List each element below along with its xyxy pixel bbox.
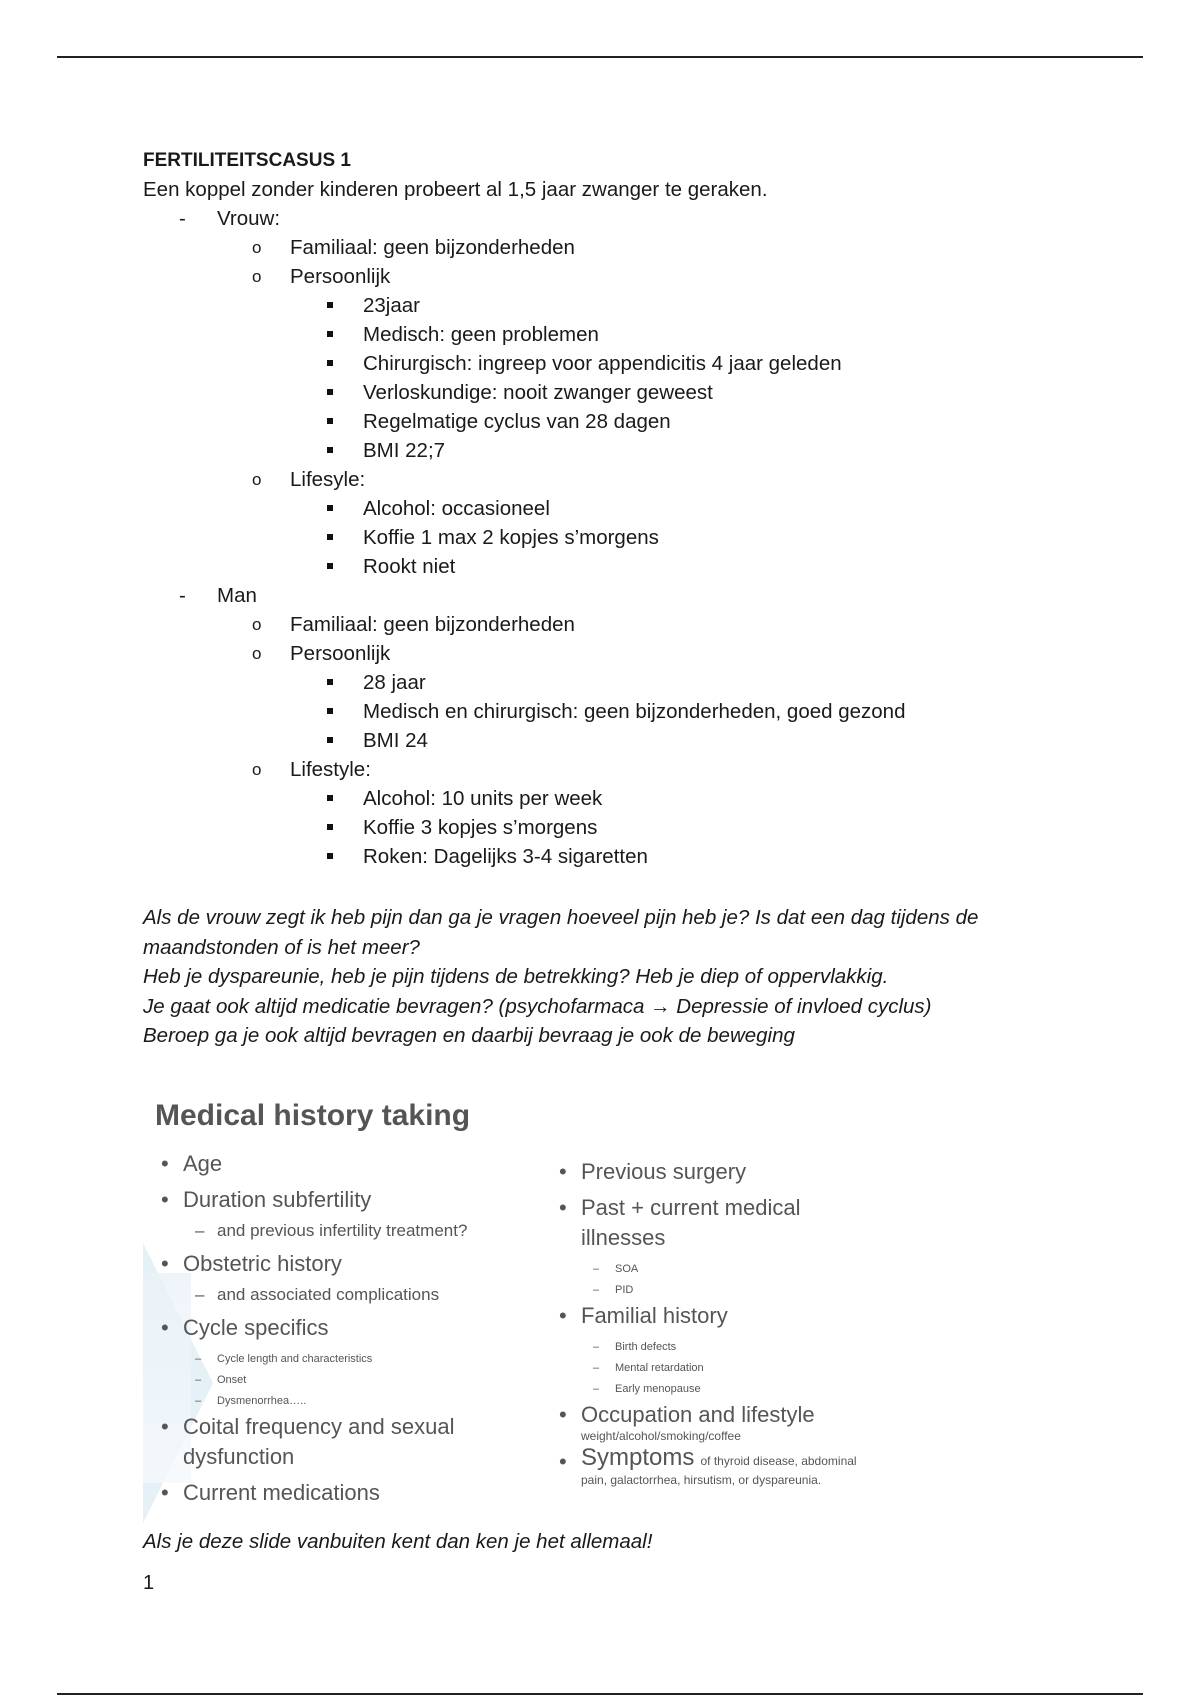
list-item: BMI 24	[290, 726, 1063, 755]
group-list	[217, 233, 1063, 581]
slide-subitem: – Cycle length and characteristics	[195, 1353, 373, 1365]
slide-item: • Current medications	[161, 1480, 380, 1505]
note-paragraph: Je gaat ook altijd medicatie bevragen? (psychofarmaca → Depressie of invloed cyclus)	[143, 994, 932, 1018]
circle-bullet-icon: o	[252, 470, 262, 489]
square-bullet-icon	[327, 824, 333, 830]
circle-bullet-icon: o	[252, 760, 262, 779]
person-item-man: - Man o Familiaal: geen bijzonderheden o Persoonlijk 28 jaar Medisch en chirurgisch: geen bijzonderheden, goed gezond BMI 24 o Lifestyle: Alcohol: 10 units per week Koffie 3 kopjes s’morgens Roken: Dagelijks 3-4 sigaretten	[143, 581, 1063, 871]
square-bullet-icon	[327, 418, 333, 424]
square-bullet-icon	[327, 389, 333, 395]
list-item: o Lifestyle: Alcohol: 10 units per week Koffie 3 kopjes s’morgens Roken: Dagelijks 3-4 sigaretten	[217, 755, 1063, 871]
circle-bullet-icon: o	[252, 644, 262, 663]
slide-item: • Occupation and lifestyle weight/alcohol/smoking/coffee	[553, 1400, 863, 1444]
slide-item: • Age	[161, 1151, 223, 1176]
slide-subitem: – and previous infertility treatment?	[195, 1221, 468, 1240]
note-paragraph: Beroep ga je ook altijd bevragen en daarbij bevraag je ook de beweging	[143, 1024, 795, 1047]
slide-subitem: – SOA	[593, 1263, 639, 1275]
slide-item: • Symptoms of thyroid disease, abdominal pain, galactorrhea, hirsutism, or dyspareunia.	[559, 1444, 857, 1487]
slide-item: • Familial history	[559, 1303, 728, 1328]
list-item: Regelmatige cyclus van 28 dagen	[290, 407, 1063, 436]
square-bullet-icon	[327, 795, 333, 801]
list-item: o Familiaal: geen bijzonderheden	[217, 610, 1063, 639]
list-item: Koffie 3 kopjes s’morgens	[290, 813, 1063, 842]
slide-subitem: – Mental retardation	[593, 1362, 704, 1374]
person-list	[143, 204, 1063, 871]
group-list	[217, 610, 1063, 871]
square-bullet-icon	[327, 331, 333, 337]
list-item: Verloskundige: nooit zwanger geweest	[290, 378, 1063, 407]
embedded-slide-image	[143, 1093, 863, 1525]
detail-list	[290, 291, 1063, 465]
square-bullet-icon	[327, 853, 333, 859]
slide-left-column	[155, 1149, 525, 1514]
list-item: Chirurgisch: ingreep voor appendicitis 4 jaar geleden	[290, 349, 1063, 378]
case-title: FERTILITEITSCASUS 1	[143, 150, 351, 171]
slide-subitem: – and associated complications	[195, 1285, 440, 1304]
page-number: 1	[143, 1572, 155, 1594]
slide-item: • Obstetric history	[161, 1251, 342, 1276]
list-item: 28 jaar	[290, 668, 1063, 697]
list-item: Koffie 1 max 2 kopjes s’morgens	[290, 523, 1063, 552]
slide-subitem: – Dysmenorrhea…..	[195, 1395, 307, 1407]
detail-list	[290, 668, 1063, 755]
slide-item: • Coital frequency and sexual dysfunction	[161, 1414, 455, 1469]
footer-rule	[57, 1693, 1143, 1695]
square-bullet-icon	[327, 302, 333, 308]
square-bullet-icon	[327, 534, 333, 540]
list-item: o Persoonlijk 23jaar Medisch: geen problemen Chirurgisch: ingreep voor appendicitis 4 jaar geleden Verloskundige: nooit zwanger geweest Regelmatige cyclus van 28 dagen BMI 22;7	[217, 262, 1063, 465]
list-item: Medisch: geen problemen	[290, 320, 1063, 349]
circle-bullet-icon: o	[252, 615, 262, 634]
document-body	[143, 146, 1063, 1051]
slide-item: • Previous surgery	[559, 1159, 747, 1184]
italic-notes	[143, 903, 1063, 1051]
case-intro: Een koppel zonder kinderen probeert al 1,5 jaar zwanger te geraken.	[143, 178, 768, 201]
note-paragraph: Als de vrouw zegt ik heb pijn dan ga je vragen hoeveel pijn heb je? Is dat een dag tijdens de maandstonden of is het meer?	[143, 906, 979, 959]
circle-bullet-icon: o	[252, 267, 262, 286]
list-item: BMI 22;7	[290, 436, 1063, 465]
list-item: o Familiaal: geen bijzonderheden	[217, 233, 1063, 262]
list-item: Rookt niet	[290, 552, 1063, 581]
list-item: Medisch en chirurgisch: geen bijzonderheden, goed gezond	[290, 697, 1063, 726]
person-item-vrouw: - Vrouw: o Familiaal: geen bijzonderheden o Persoonlijk 23jaar Medisch: geen problemen Chirurgisch: ingreep voor appendicitis 4 jaar geleden Verloskundige: nooit zwanger geweest Regelmatige cyclus van 28 dagen BMI 22;7 o Lifesyle: Alcohol: occasioneel Koffie 1 max 2 kopjes s’morgens Rookt niet	[143, 204, 1063, 581]
slide-item: • Duration subfertility	[161, 1187, 372, 1212]
slide-title: Medical history taking	[155, 1099, 471, 1132]
closing-remark: Als je deze slide vanbuiten kent dan ken je het allemaal!	[143, 1530, 653, 1553]
slide-subitem: – Birth defects	[593, 1341, 677, 1353]
dash-bullet: -	[179, 584, 186, 607]
slide-item: • Cycle specifics	[161, 1315, 329, 1340]
square-bullet-icon	[327, 708, 333, 714]
square-bullet-icon	[327, 360, 333, 366]
list-item: Alcohol: 10 units per week	[290, 784, 1063, 813]
list-item: o Lifesyle: Alcohol: occasioneel Koffie 1 max 2 kopjes s’morgens Rookt niet	[217, 465, 1063, 581]
note-paragraph: Heb je dyspareunie, heb je pijn tijdens de betrekking? Heb je diep of oppervlakkig.	[143, 965, 889, 988]
slide-note: of thyroid disease, abdominal pain, galactorrhea, hirsutism, or dyspareunia.	[581, 1454, 857, 1487]
slide-subitem: – Early menopause	[593, 1383, 701, 1395]
slide-note: weight/alcohol/smoking/coffee	[581, 1429, 741, 1443]
square-bullet-icon	[327, 505, 333, 511]
square-bullet-icon	[327, 737, 333, 743]
slide-subitem: – Onset	[195, 1374, 247, 1386]
slide-right-column	[553, 1157, 863, 1494]
square-bullet-icon	[327, 563, 333, 569]
detail-list	[290, 784, 1063, 871]
list-item: Roken: Dagelijks 3-4 sigaretten	[290, 842, 1063, 871]
list-item: Alcohol: occasioneel	[290, 494, 1063, 523]
slide-subitem: – PID	[593, 1284, 634, 1296]
square-bullet-icon	[327, 447, 333, 453]
header-rule	[57, 56, 1143, 58]
list-item: o Persoonlijk 28 jaar Medisch en chirurgisch: geen bijzonderheden, goed gezond BMI 24	[217, 639, 1063, 755]
square-bullet-icon	[327, 679, 333, 685]
dash-bullet: -	[179, 207, 186, 230]
list-item: 23jaar	[290, 291, 1063, 320]
circle-bullet-icon: o	[252, 238, 262, 257]
slide-item: • Past + current medical illnesses	[559, 1195, 801, 1250]
detail-list	[290, 494, 1063, 581]
